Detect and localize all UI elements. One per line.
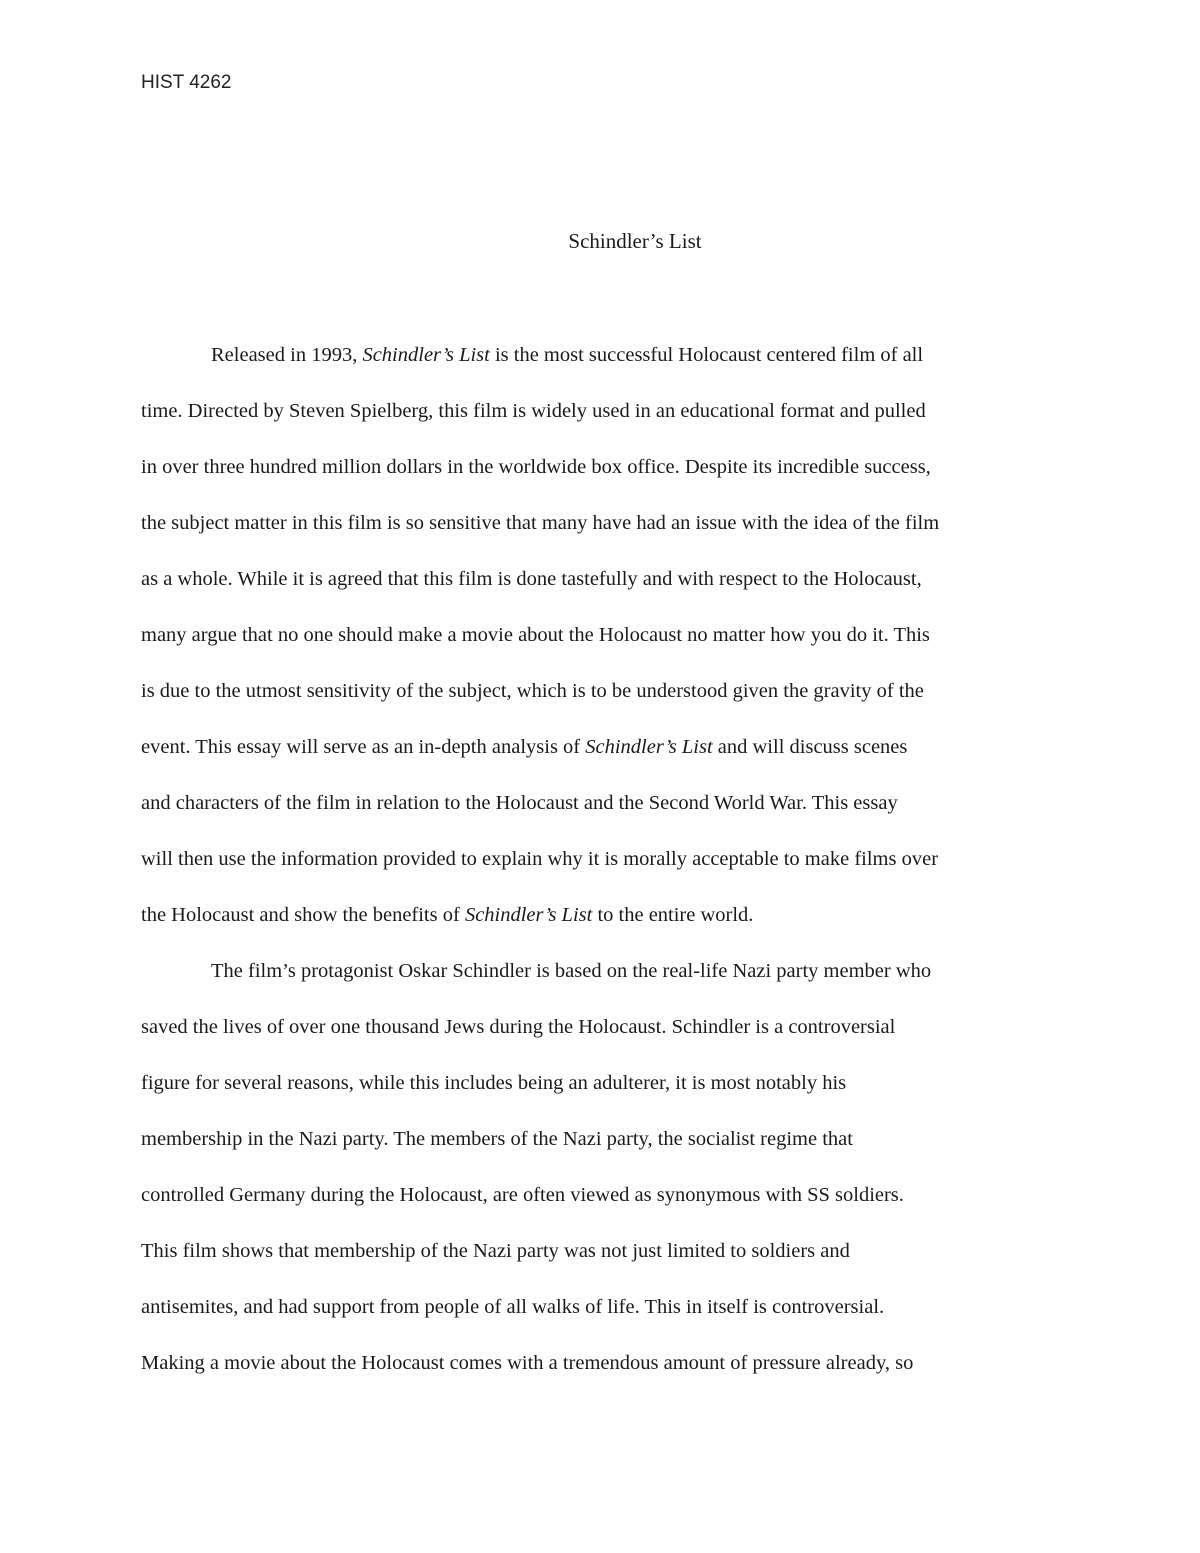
paragraph-line bbox=[141, 1237, 850, 1265]
line-text: will then use the information provided to explain why it is morally acceptable to make films over bbox=[141, 848, 939, 870]
line-text: The film’s protagonist Oskar Schindler is based on the real-life Nazi party member who bbox=[211, 960, 932, 982]
paragraph-line bbox=[141, 397, 926, 425]
line-text: Released in 1993, bbox=[211, 344, 363, 366]
line-text: and will discuss scenes bbox=[712, 736, 908, 758]
paragraph-line bbox=[141, 509, 939, 537]
paragraph-line bbox=[141, 453, 931, 481]
line-text: many argue that no one should make a movie about the Holocaust no matter how you do it. This bbox=[141, 624, 930, 646]
paragraph-line bbox=[141, 789, 898, 817]
paragraph-line bbox=[141, 621, 930, 649]
paragraph-line bbox=[141, 1293, 884, 1321]
line-text: as a whole. While it is agreed that this film is done tastefully and with respect to the Holocaust, bbox=[141, 568, 922, 590]
line-text: figure for several reasons, while this includes being an adulterer, it is most notably his bbox=[141, 1072, 847, 1094]
line-text: event. This essay will serve as an in-depth analysis of bbox=[141, 736, 586, 758]
line-text: Making a movie about the Holocaust comes with a tremendous amount of pressure already, so bbox=[141, 1352, 914, 1374]
line-text: controlled Germany during the Holocaust, are often viewed as synonymous with SS soldiers. bbox=[141, 1184, 904, 1206]
line-text: antisemites, and had support from people of all walks of life. This in itself is controversial. bbox=[141, 1296, 885, 1318]
course-header: HIST 4262 bbox=[141, 72, 232, 93]
line-text: membership in the Nazi party. The members of the Nazi party, the socialist regime that bbox=[141, 1128, 853, 1150]
italic-film-title: Schindler’s List bbox=[464, 904, 593, 926]
line-text: the subject matter in this film is so sensitive that many have had an issue with the idea of the film bbox=[141, 512, 940, 534]
line-text: is the most successful Holocaust centered film of all bbox=[489, 344, 924, 366]
line-text: in over three hundred million dollars in the worldwide box office. Despite its incredible success, bbox=[141, 456, 931, 478]
paragraph-line bbox=[141, 1181, 904, 1209]
paragraph-line bbox=[211, 341, 923, 369]
paragraph-line bbox=[141, 1013, 895, 1041]
paragraph-line bbox=[141, 565, 922, 593]
paragraph-line bbox=[141, 677, 924, 705]
line-text: This film shows that membership of the Nazi party was not just limited to soldiers and bbox=[141, 1240, 850, 1262]
paragraph-line bbox=[211, 957, 931, 985]
italic-film-title: Schindler’s List bbox=[585, 736, 713, 758]
line-text: the Holocaust and show the benefits of bbox=[141, 904, 465, 926]
line-text: is due to the utmost sensitivity of the subject, which is to be understood given the gravity of the bbox=[141, 680, 924, 702]
paragraph-line bbox=[141, 1349, 913, 1377]
paragraph-line bbox=[141, 1069, 846, 1097]
line-text: to the entire world. bbox=[592, 904, 754, 926]
line-text: saved the lives of over one thousand Jews during the Holocaust. Schindler is a controversial bbox=[141, 1016, 896, 1038]
paragraph-line bbox=[141, 901, 753, 929]
essay-title: Schindler’s List bbox=[568, 229, 702, 253]
paragraph-line bbox=[141, 1125, 853, 1153]
line-text: and characters of the film in relation to the Holocaust and the Second World War. This essay bbox=[141, 792, 898, 814]
italic-film-title: Schindler’s List bbox=[362, 344, 490, 366]
paragraph-line bbox=[141, 733, 907, 761]
paragraph-line bbox=[141, 845, 938, 873]
line-text: time. Directed by Steven Spielberg, this film is widely used in an educational format and pulled bbox=[141, 400, 926, 422]
